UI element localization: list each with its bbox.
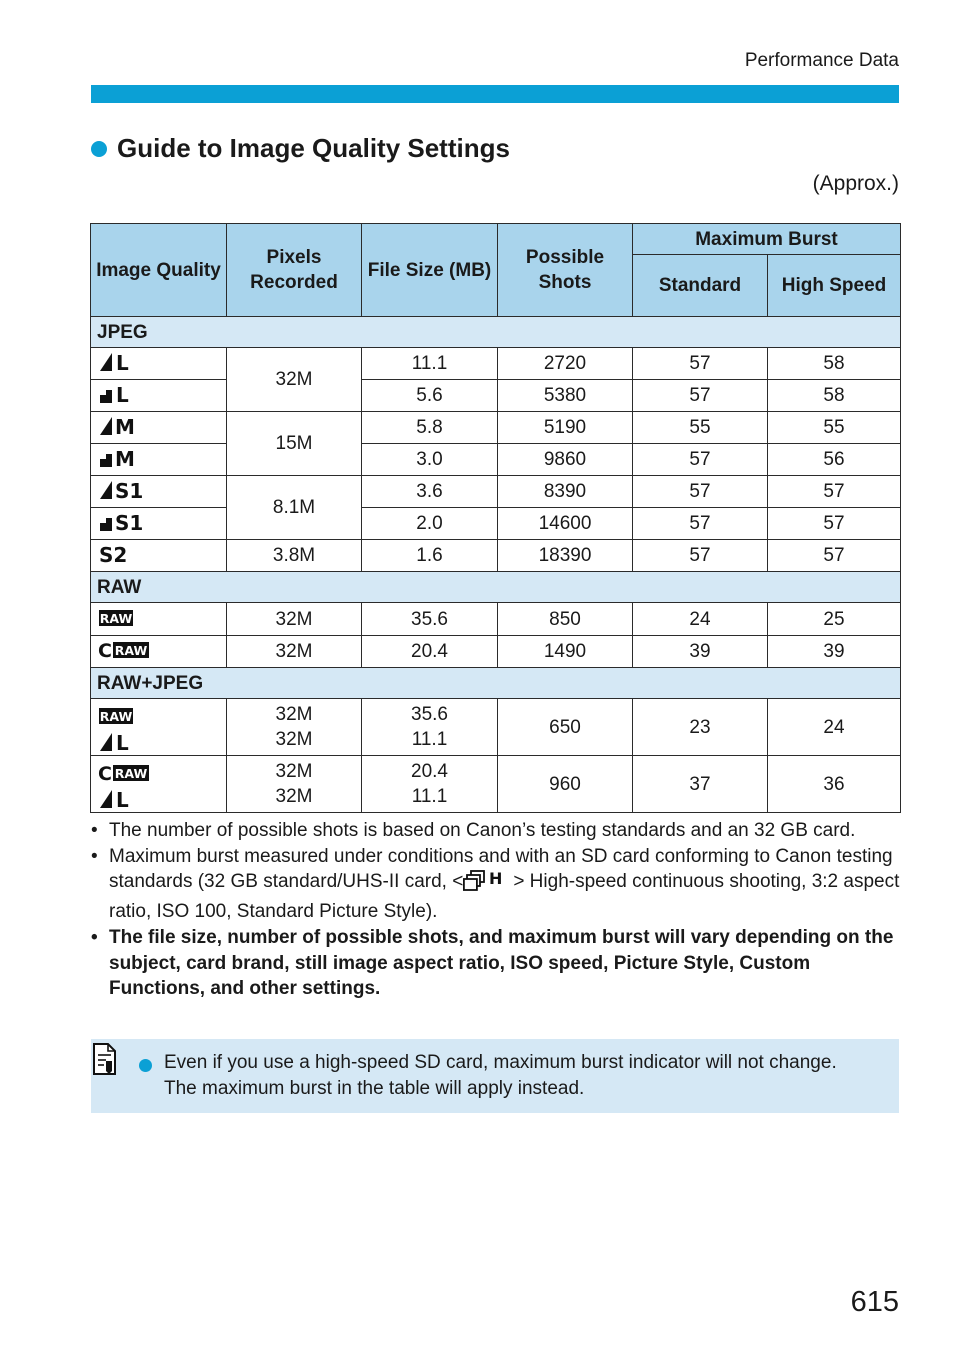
svg-text:L: L [116, 351, 129, 375]
pixels-cell: 32M [227, 636, 362, 668]
burst-standard-cell: 23 [633, 699, 768, 756]
jpeg-large-fine-icon [98, 785, 134, 812]
burst-high-speed-cell: 57 [768, 540, 901, 572]
pixels-value: 32M [275, 704, 313, 725]
file-size-cell: 1.6 [362, 540, 498, 572]
note-text-after-icon: > High-speed continuous shooting, 3:2 aspect ratio, ISO 100, Standard Picture Style). [109, 871, 900, 923]
table-row [91, 476, 901, 508]
pixels-cell [227, 699, 362, 756]
section-row-raw-jpeg: RAW+JPEG [91, 668, 901, 699]
memo-text: Even if you use a high-speed SD card, maximum burst indicator will not change. The maximum burst in the table will apply instead. [164, 1052, 837, 1099]
file-size-value: 20.4 [411, 761, 448, 782]
burst-standard-cell: 37 [633, 756, 768, 813]
jpeg-small2-icon [98, 540, 128, 567]
possible-shots-cell: 960 [498, 756, 633, 813]
possible-shots-cell: 850 [498, 603, 633, 636]
pixels-value: 32M [275, 761, 313, 782]
burst-high-speed-cell: 36 [768, 756, 901, 813]
file-size-cell: 20.4 [362, 636, 498, 668]
possible-shots-cell: 18390 [498, 540, 633, 572]
quality-cell [91, 380, 227, 412]
file-size-cell: 2.0 [362, 508, 498, 540]
header-image-quality: Image Quality [91, 224, 227, 317]
jpeg-small1-fine-icon [98, 476, 144, 503]
pixels-cell [227, 756, 362, 813]
file-size-value: 35.6 [411, 704, 448, 725]
table-row [91, 380, 901, 412]
high-speed-continuous-drive-icon [463, 869, 513, 899]
quality-cell [91, 412, 227, 444]
craw-icon [98, 759, 150, 783]
file-size-cell [362, 699, 498, 756]
file-size-cell: 3.0 [362, 444, 498, 476]
pixels-value: 32M [275, 729, 313, 750]
burst-standard-cell: 57 [633, 348, 768, 380]
pixels-value: 32M [275, 786, 313, 807]
jpeg-large-normal-icon [98, 380, 134, 407]
note-item-emphasis [91, 925, 903, 1002]
pixels-cell: 32M [227, 603, 362, 636]
header-accent-bar [91, 85, 899, 103]
burst-standard-cell: 24 [633, 603, 768, 636]
table-row [91, 348, 901, 380]
table-row [91, 508, 901, 540]
possible-shots-cell: 1490 [498, 636, 633, 668]
bullet-dot-icon [91, 141, 107, 157]
table-row [91, 412, 901, 444]
jpeg-medium-fine-icon [98, 412, 138, 439]
svg-text:C: C [98, 640, 112, 662]
section-title: Guide to Image Quality Settings [117, 133, 510, 163]
svg-text:L: L [116, 788, 129, 812]
svg-text:S1: S1 [115, 479, 144, 503]
table-row [91, 603, 901, 636]
svg-text:RAW: RAW [99, 610, 133, 626]
table-row [91, 699, 901, 756]
burst-standard-cell: 57 [633, 444, 768, 476]
burst-high-speed-cell: 25 [768, 603, 901, 636]
file-size-cell: 35.6 [362, 603, 498, 636]
header-possible-shots: Possible Shots [498, 224, 633, 317]
craw-icon [98, 636, 150, 660]
quality-cell [91, 348, 227, 380]
file-size-cell: 11.1 [362, 348, 498, 380]
svg-text:M: M [115, 447, 135, 471]
note-item [91, 818, 903, 844]
file-size-cell: 3.6 [362, 476, 498, 508]
burst-high-speed-cell: 24 [768, 699, 901, 756]
section-row-raw: RAW [91, 572, 901, 603]
possible-shots-cell: 650 [498, 699, 633, 756]
pixels-cell: 8.1M [227, 476, 362, 540]
memo-note-icon [91, 1041, 119, 1082]
burst-high-speed-cell: 57 [768, 508, 901, 540]
burst-standard-cell: 57 [633, 380, 768, 412]
burst-high-speed-cell: 58 [768, 348, 901, 380]
svg-text:RAW: RAW [114, 766, 148, 781]
possible-shots-cell: 9860 [498, 444, 633, 476]
quality-cell [91, 636, 227, 668]
svg-text:M: M [115, 415, 135, 439]
burst-high-speed-cell: 57 [768, 476, 901, 508]
pixels-cell: 3.8M [227, 540, 362, 572]
file-size-value: 11.1 [411, 786, 448, 807]
burst-standard-cell: 39 [633, 636, 768, 668]
svg-text:L: L [116, 731, 129, 755]
memo-box [91, 1039, 899, 1113]
header-pixels-recorded: Pixels Recorded [227, 224, 362, 317]
table-row [91, 756, 901, 813]
burst-high-speed-cell: 55 [768, 412, 901, 444]
burst-high-speed-cell: 58 [768, 380, 901, 412]
header-burst-standard: Standard [633, 255, 768, 317]
file-size-cell: 5.6 [362, 380, 498, 412]
quality-cell [91, 476, 227, 508]
burst-high-speed-cell: 56 [768, 444, 901, 476]
page-number: 615 [850, 1286, 899, 1318]
svg-text:H: H [489, 869, 503, 889]
quality-cell [91, 699, 227, 756]
header-burst-high-speed: High Speed [768, 255, 901, 317]
note-text: The file size, number of possible shots, and maximum burst will vary depending on the subject, card brand, still image aspect ratio, ISO speed, Picture Style, Custom Functions, and other settings. [109, 926, 894, 1000]
svg-text:RAW: RAW [99, 709, 133, 724]
raw-icon [98, 702, 134, 726]
burst-standard-cell: 55 [633, 412, 768, 444]
burst-standard-cell: 57 [633, 540, 768, 572]
quality-cell [91, 603, 227, 636]
header-maximum-burst: Maximum Burst [633, 224, 901, 255]
approx-note: (Approx.) [812, 172, 899, 195]
pixels-cell: 15M [227, 412, 362, 476]
section-row-jpeg: JPEG [91, 317, 901, 348]
burst-high-speed-cell: 39 [768, 636, 901, 668]
possible-shots-cell: 14600 [498, 508, 633, 540]
section-heading [91, 133, 510, 164]
jpeg-small1-normal-icon [98, 508, 144, 535]
possible-shots-cell: 5190 [498, 412, 633, 444]
possible-shots-cell: 2720 [498, 348, 633, 380]
possible-shots-cell: 5380 [498, 380, 633, 412]
table-row [91, 636, 901, 668]
jpeg-large-fine-icon [98, 348, 134, 375]
file-size-cell: 5.8 [362, 412, 498, 444]
quality-cell [91, 540, 227, 572]
svg-text:C: C [98, 763, 112, 785]
svg-text:S2: S2 [99, 543, 128, 567]
svg-text:RAW: RAW [114, 643, 148, 658]
jpeg-medium-normal-icon [98, 444, 138, 471]
notes-list [91, 818, 903, 1002]
burst-standard-cell: 57 [633, 508, 768, 540]
running-header-title: Performance Data [744, 50, 899, 71]
image-quality-table [90, 223, 901, 813]
file-size-cell [362, 756, 498, 813]
note-text-before-icon: Maximum burst measured under conditions and with an SD card conforming to Canon testing standards (32 GB standard/UHS-II card, < [109, 845, 893, 893]
raw-icon [98, 604, 134, 628]
header-file-size: File Size (MB) [362, 224, 498, 317]
jpeg-large-fine-icon [98, 728, 134, 755]
burst-standard-cell: 57 [633, 476, 768, 508]
pixels-cell: 32M [227, 348, 362, 412]
possible-shots-cell: 8390 [498, 476, 633, 508]
quality-cell [91, 508, 227, 540]
quality-cell [91, 444, 227, 476]
svg-text:S1: S1 [115, 511, 144, 535]
table-row [91, 540, 901, 572]
note-text: The number of possible shots is based on Canon’s testing standards and an 32 GB card. [109, 820, 856, 841]
note-item [91, 844, 903, 925]
svg-text:L: L [116, 383, 129, 407]
file-size-value: 11.1 [411, 729, 448, 750]
bullet-dot-icon [139, 1059, 152, 1072]
table-row [91, 444, 901, 476]
quality-cell [91, 756, 227, 813]
